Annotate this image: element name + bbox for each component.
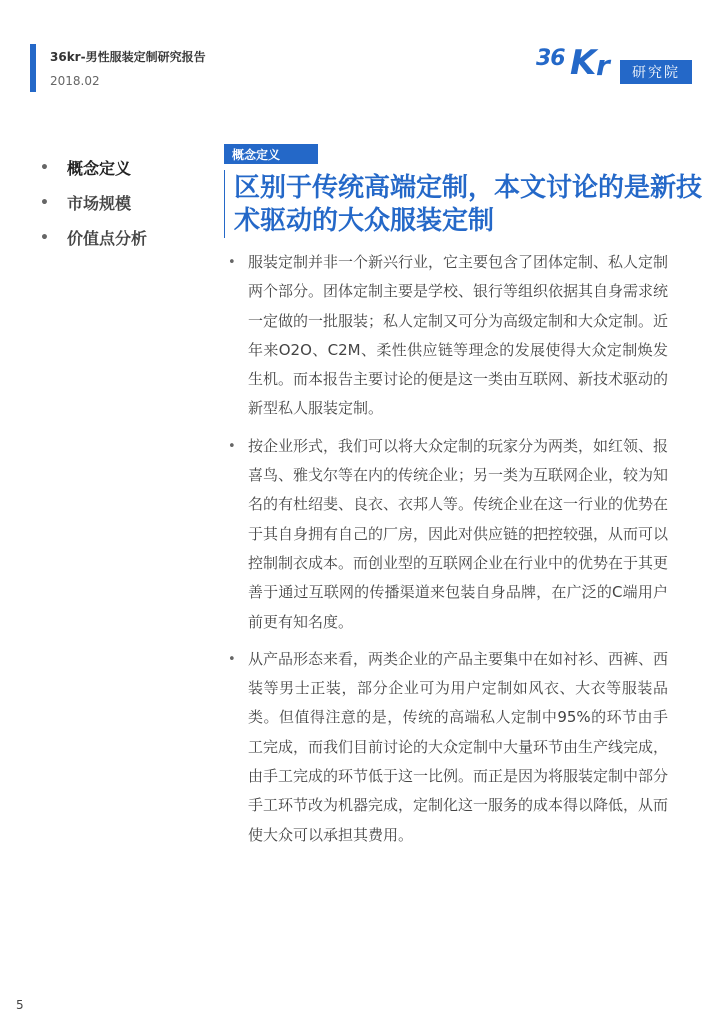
body-paragraph xyxy=(228,645,668,850)
nav-item-value-analysis[interactable] xyxy=(40,220,147,255)
nav-item-market-size[interactable] xyxy=(40,185,147,220)
nav-item-concept-definition[interactable] xyxy=(40,150,147,185)
report-title: 36kr-男性服装定制研究报告 xyxy=(50,50,206,64)
36kr-logo xyxy=(536,43,696,88)
bullet-icon: • xyxy=(228,438,236,454)
nav-bullet-icon: • xyxy=(40,194,49,211)
paragraph-text: 按企业形式，我们可以将大众定制的玩家分为两类，如红领、报喜鸟、雅戈尔等在内的传统企业；另一类为互联网企业，较为知名的有杜绍斐、良衣、衣邦人等。传统企业在这一行业的优势在于其自身拥有自己的厂房，因此对供应链的把控较强，从而可以控制制衣成本。而创业型的互联网企业在行业中的优势在于其更善于通过互联网的传播渠道来包装自身品牌，在广泛的C端用户前更有知名度。 xyxy=(248,436,669,631)
section-tag: 概念定义 xyxy=(224,144,318,164)
nav-item-label: 价值点分析 xyxy=(67,229,148,248)
bullet-icon: • xyxy=(228,651,236,667)
body-paragraph xyxy=(228,248,668,424)
body-content xyxy=(228,248,668,858)
section-nav xyxy=(40,150,147,255)
paragraph-text: 服装定制并非一个新兴行业，它主要包含了团体定制、私人定制两个部分。团体定制主要是学校、银行等组织依据其自身需求统一定做的一批服装；私人定制又可分为高级定制和大众定制。近年来O2O、C2M、柔性供应链等理念的发展使得大众定制焕发生机。而本报告主要讨论的便是这一类由互联网、新技术驱动的新型私人服装定制。 xyxy=(248,253,669,418)
logo-36-text: 36 xyxy=(536,46,565,71)
bullet-icon: • xyxy=(228,255,236,270)
nav-bullet-icon: • xyxy=(40,229,49,246)
paragraph-text: 从产品形态来看，两类企业的产品主要集中在如衬衫、西裤、西装等男士正装，部分企业可为用户定制如风衣、大衣等服装品类。但值得注意的是，传统的高端私人定制中95%的环节由手工完成，而我们目前讨论的大众定制中大量环节由生产线完成，由手工完成的环节低于这一比例。而正是因为将服装定制中部分手工环节改为机器完成，定制化这一服务的成本得以降低，从而使大众可以承担其费用。 xyxy=(248,649,669,844)
headline-divider xyxy=(224,170,225,238)
header-accent-bar xyxy=(30,44,36,92)
nav-item-label: 概念定义 xyxy=(67,159,132,178)
logo-badge: 研究院 xyxy=(620,60,692,84)
section-headline: 区别于传统高端定制，本文讨论的是新技术驱动的大众服装定制 xyxy=(234,173,703,236)
nav-item-label: 市场规模 xyxy=(67,194,132,213)
page-number: 5 xyxy=(16,998,24,1012)
logo-k-text: K xyxy=(570,43,596,83)
logo-r-text: r xyxy=(596,49,609,82)
body-paragraph xyxy=(228,432,668,637)
nav-bullet-icon: • xyxy=(40,159,49,176)
report-date: 2018.02 xyxy=(50,74,100,88)
